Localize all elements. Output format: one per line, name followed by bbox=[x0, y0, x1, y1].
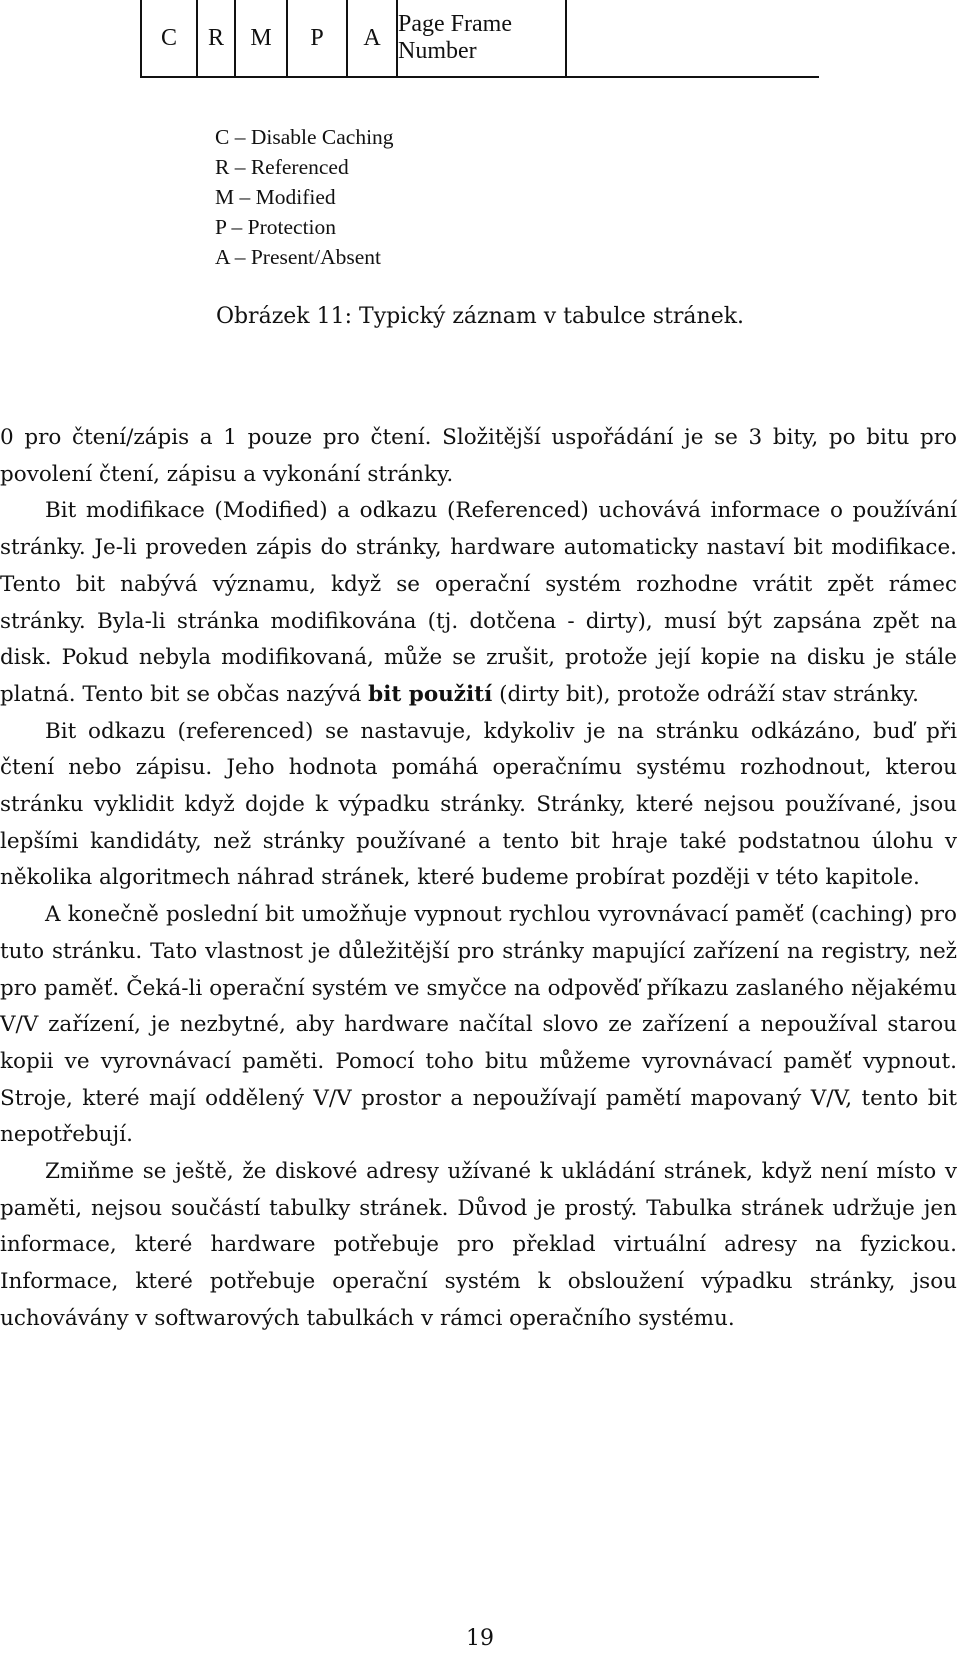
paragraph-4: A konečně poslední bit umožňuje vypnout rychlou vyrovnávací paměť (caching) pro tuto stránku. Tato vlastnost je důležitější pro stránky mapující zařízení na registry, než pro paměť. Čeká-li operační systém ve smyčce na odpověď příkazu zaslaného nějakému V/V zařízení, je nezbytné, aby hardware načítal slovo ze zařízení a nepoužíval starou kopii ve vyrovnávací paměti. Pomocí toho bitu můžeme vyrovnávací paměť vypnout. Stroje, které mají oddělený V/V prostor a nepoužívají pamětí mapovaný V/V, tento bit nepotřebují. bbox=[0, 902, 957, 1148]
legend-item: A – Present/Absent bbox=[215, 245, 382, 269]
body-text bbox=[0, 420, 957, 1338]
legend-item: C – Disable Caching bbox=[215, 125, 394, 149]
cell-c: C bbox=[140, 0, 196, 76]
page-number: 19 bbox=[466, 1626, 494, 1651]
cell-p: P bbox=[286, 0, 346, 76]
legend-item: R – Referenced bbox=[215, 155, 349, 179]
figure-legend bbox=[215, 122, 394, 272]
paragraph-5: Zmiňme se ještě, že diskové adresy užívané k ukládání stránek, když není místo v paměti, nejsou součástí tabulky stránek. Důvod je prostý. Tabulka stránek udržuje jen informace, které hardware potřebuje pro překlad virtuální adresy na fyzickou. Informace, které potřebuje operační systém k obsloužení výpadku stránky, jsou uchovávány v softwarových tabulkách v rámci operačního systému. bbox=[0, 1159, 957, 1331]
cell-page-frame-number: Page Frame Number bbox=[396, 0, 567, 76]
paragraph-3: Bit odkazu (referenced) se nastavuje, kdykoliv je na stránku odkázáno, buď při čtení nebo zápisu. Jeho hodnota pomáhá operačnímu systému rozhodnout, kterou stránku vyklidit když dojde k výpadku stránky. Stránky, které nejsou používané, jsou lepšími kandidáty, než stránky používané a tento bit hraje také podstatnou úlohu v několika algoritmech náhrad stránek, které budeme probírat později v této kapitole. bbox=[0, 718, 957, 891]
cell-m: M bbox=[234, 0, 286, 76]
paragraph-2-text: Bit modifikace (Modified) a odkazu (Referenced) uchovává informace o používání stránky. Je-li proveden zápis do stránky, hardware automaticky nastaví bit modifikace. Tento bit nabývá významu, když se operační systém rozhodne vrátit zpět rámec stránky. Byla-li stránka modifikována (tj. dotčena - dirty), musí být zapsána zpět na disk. Pokud nebyla modifikovaná, může se zrušit, protože její kopie na disku je stále platná. Tento bit se občas nazývá bbox=[0, 498, 957, 707]
paragraph-2 bbox=[0, 493, 957, 713]
page-table-entry-diagram bbox=[140, 0, 819, 78]
paragraph-1: 0 pro čtení/zápis a 1 pouze pro čtení. Složitější uspořádání je se 3 bity, po bitu pro povolení čtení, zápisu a vykonání stránky. bbox=[0, 425, 957, 487]
cell-a: A bbox=[346, 0, 396, 76]
legend-item: P – Protection bbox=[215, 215, 337, 239]
figure-caption: Obrázek 11: Typický záznam v tabulce stránek. bbox=[215, 304, 745, 329]
paragraph-2-tail: (dirty bit), protože odráží stav stránky. bbox=[492, 681, 919, 707]
cell-r: R bbox=[196, 0, 234, 76]
legend-item: M – Modified bbox=[215, 185, 336, 209]
bold-term: bit použití bbox=[368, 681, 493, 707]
